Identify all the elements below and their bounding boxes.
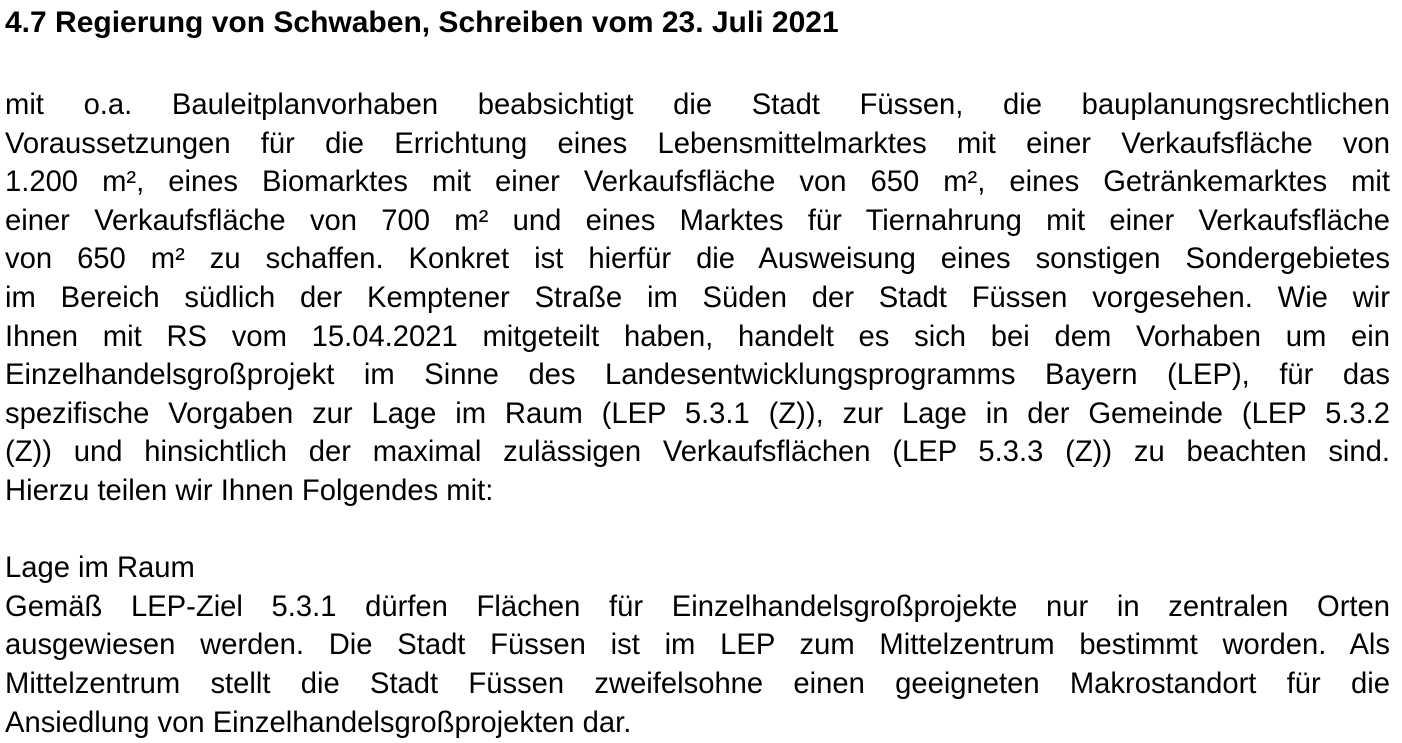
text-line: Voraussetzungen für die Errichtung eines Lebensmittelmarktes mit einer Verkaufsfläche von <box>5 127 1390 160</box>
text-line: Ansiedlung von Einzelhandelsgroßprojekten dar. <box>5 706 632 739</box>
text-line: von 650 m² zu schaffen. Konkret ist hierfür die Ausweisung eines sonstigen Sondergebietes <box>5 243 1390 276</box>
text-line: mit o.a. Bauleitplanvorhaben beabsichtigt die Stadt Füssen, die bauplanungsrechtlichen <box>5 89 1390 121</box>
paragraph-lage-im-raum <box>5 588 1390 742</box>
text-line: Gemäß LEP-Ziel 5.3.1 dürfen Flächen für Einzelhandelsgroßprojekte nur in zentralen Orten <box>5 590 1390 623</box>
text-line: Ihnen mit RS vom 15.04.2021 mitgeteilt haben, handelt es sich bei dem Vorhaben um ein <box>5 320 1390 353</box>
spacer <box>5 511 1390 550</box>
section-heading: 4.7 Regierung von Schwaben, Schreiben vom 23. Juli 2021 <box>5 6 839 39</box>
text-line: im Bereich südlich der Kemptener Straße im Süden der Stadt Füssen vorgesehen. Wie wir <box>5 281 1390 314</box>
spacer <box>5 41 1390 86</box>
subsection-title-text: Lage im Raum <box>5 552 195 585</box>
text-line: Hierzu teilen wir Ihnen Folgendes mit: <box>5 474 494 507</box>
text-line: (Z)) und hinsichtlich der maximal zulässigen Verkaufsflächen (LEP 5.3.3 (Z)) zu beachten sind. <box>5 436 1390 469</box>
text-line: ausgewiesen werden. Die Stadt Füssen ist im LEP zum Mittelzentrum bestimmt worden. Als <box>5 629 1390 662</box>
subsection-title <box>5 549 1390 588</box>
text-line: einer Verkaufsfläche von 700 m² und eines Marktes für Tiernahrung mit einer Verkaufsfläche <box>5 204 1390 237</box>
text-line: Einzelhandelsgroßprojekt im Sinne des Landesentwicklungsprogramms Bayern (LEP), für das <box>5 359 1390 392</box>
text-line: spezifische Vorgaben zur Lage im Raum (LEP 5.3.1 (Z)), zur Lage in der Gemeinde (LEP 5.3.2 <box>5 397 1390 430</box>
text-line: Mittelzentrum stellt die Stadt Füssen zweifelsohne einen geeigneten Makrostandort für die <box>5 667 1390 700</box>
text-line: 1.200 m², eines Biomarktes mit einer Verkaufsfläche von 650 m², eines Getränkemarktes mit <box>5 166 1390 199</box>
paragraph-intro <box>5 86 1390 511</box>
document-page <box>5 0 1390 742</box>
